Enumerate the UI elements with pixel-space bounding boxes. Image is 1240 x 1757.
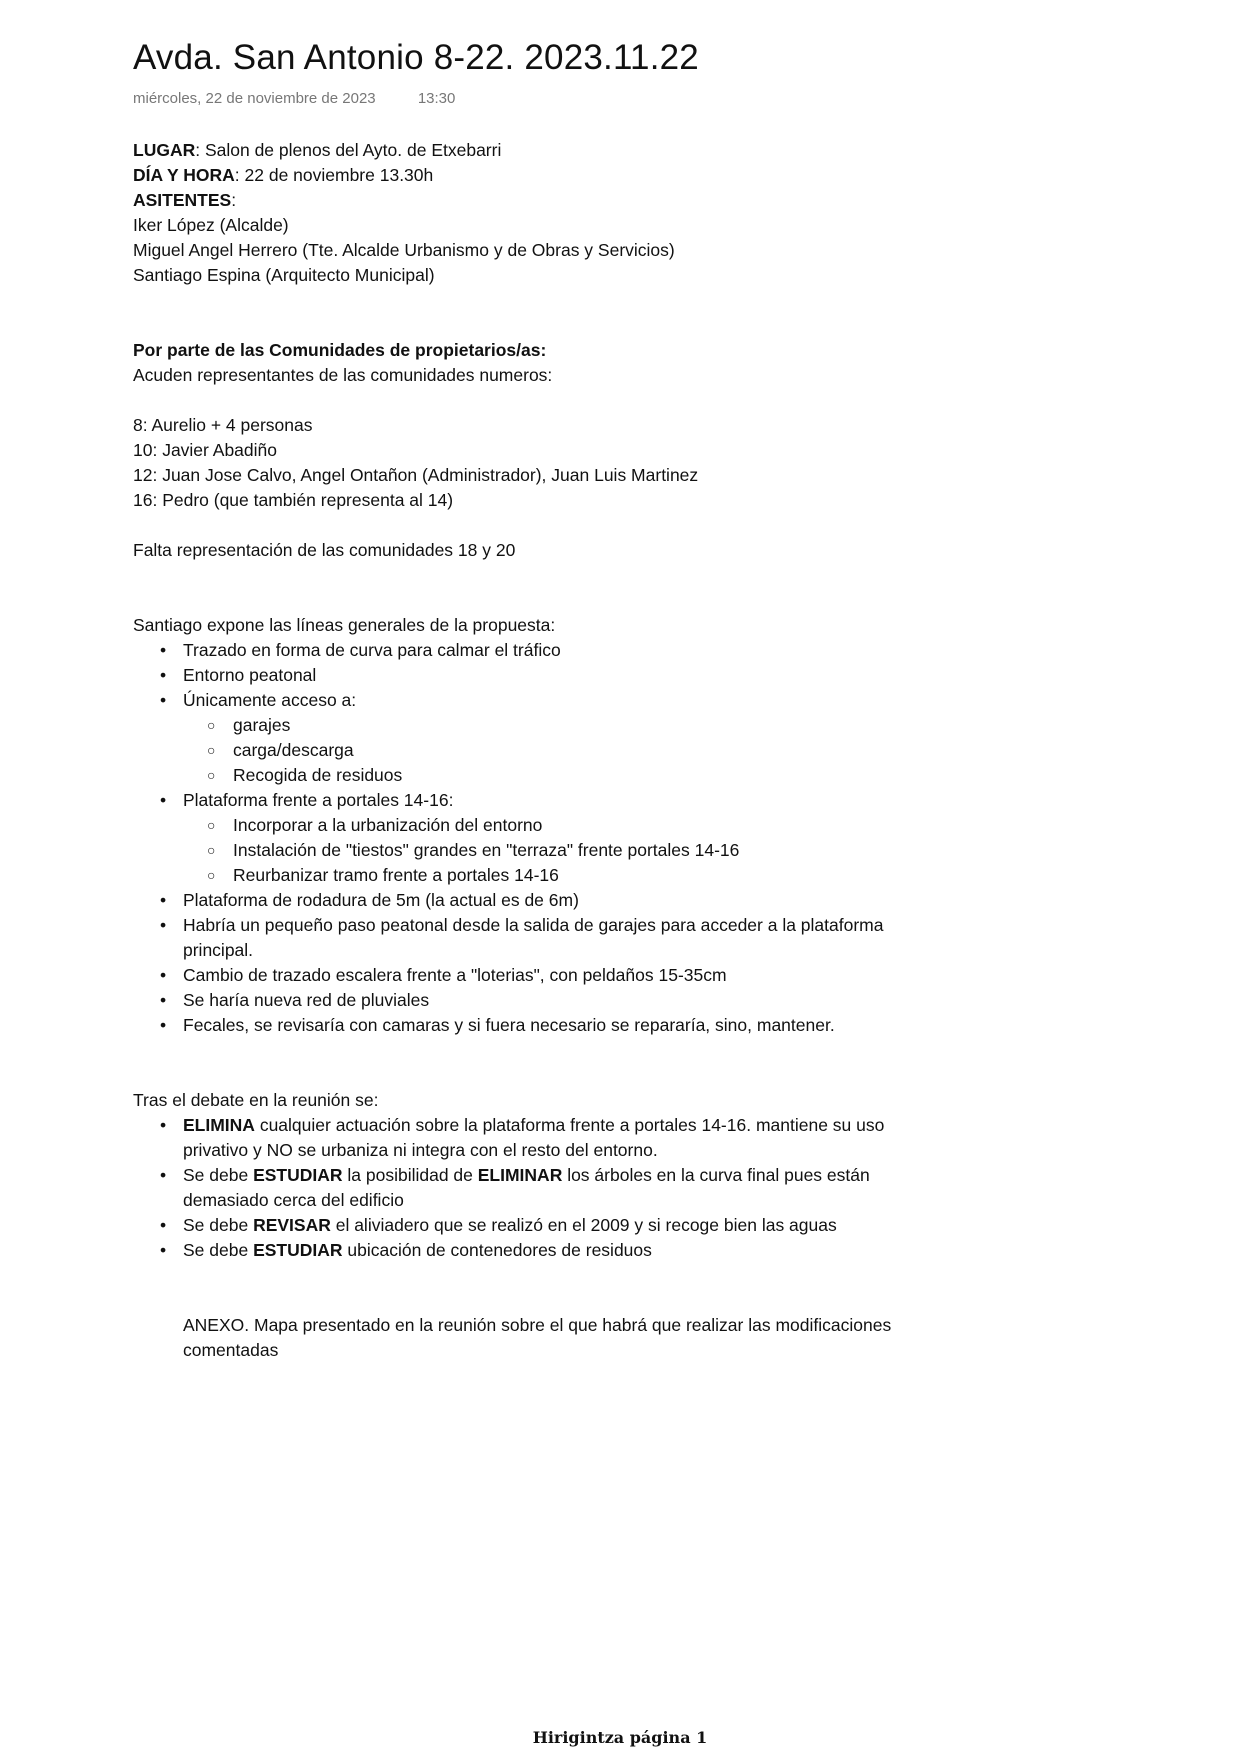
dia-hora-value: : 22 de noviembre 13.30h (234, 165, 434, 185)
conclusion-keyword: ESTUDIAR (253, 1165, 343, 1185)
comunidad-item: 8: Aurelio + 4 personas (133, 415, 313, 435)
asistentes-colon: : (231, 190, 237, 210)
propuesta-item-text: Únicamente acceso a: (183, 690, 357, 710)
comunidad-item: 10: Javier Abadiño (133, 440, 277, 460)
conclusion-keyword: ELIMINAR (477, 1165, 563, 1185)
page-meta (133, 90, 455, 107)
propuesta-subitem: ○ garajes (183, 713, 953, 738)
comunidades-intro: Acuden representantes de las comunidades numeros: (133, 365, 553, 385)
conclusion-item (133, 1213, 953, 1238)
lugar-line (133, 138, 953, 163)
propuesta-subitem: ○ Recogida de residuos (183, 763, 953, 788)
dia-hora-label: DÍA Y HORA (133, 165, 235, 185)
asistente-item: Miguel Angel Herrero (Tte. Alcalde Urbanismo y de Obras y Servicios) (133, 240, 675, 260)
lugar-label: LUGAR (133, 140, 196, 160)
propuesta-subitem: ○ carga/descarga (183, 738, 953, 763)
propuesta-item (133, 788, 953, 888)
lugar-value: : Salon de plenos del Ayto. de Etxebarri (195, 140, 502, 160)
comunidad-item: 12: Juan Jose Calvo, Angel Ontañon (Administrador), Juan Luis Martinez (133, 465, 699, 485)
page-title: Avda. San Antonio 8-22. 2023.11.22 (133, 38, 699, 77)
conclusion-item (133, 1163, 953, 1213)
propuesta-item: • Fecales, se revisaría con camaras y si fuera necesario se repararía, sino, mantener. (133, 1013, 953, 1038)
asistente-item: Santiago Espina (Arquitecto Municipal) (133, 265, 435, 285)
asistente-item: Iker López (Alcalde) (133, 215, 289, 235)
falta-representacion: Falta representación de las comunidades 18 y 20 (133, 540, 516, 560)
propuesta-item: • Se haría nueva red de pluviales (133, 988, 953, 1013)
propuesta-intro: Santiago expone las líneas generales de la propuesta: (133, 615, 556, 635)
conclusiones-list (133, 1113, 953, 1263)
propuesta-list (133, 638, 953, 1038)
propuesta-item: • Trazado en forma de curva para calmar el tráfico (133, 638, 953, 663)
anexo-text: ANEXO. Mapa presentado en la reunión sobre el que habrá que realizar las modificaciones comentadas (183, 1315, 897, 1360)
page-date: miércoles, 22 de noviembre de 2023 (133, 90, 376, 107)
page-footer: Hirigintza página 1 (532, 1728, 708, 1747)
propuesta-sublist (183, 713, 953, 788)
comunidades-heading-text: Por parte de las Comunidades de propietarios/as: (133, 340, 547, 360)
propuesta-item: • Cambio de trazado escalera frente a "loterias", con peldaños 15-35cm (133, 963, 953, 988)
comunidades-heading (133, 338, 953, 363)
conclusion-keyword: ELIMINA (183, 1115, 255, 1135)
conclusion-keyword: ESTUDIAR (253, 1240, 343, 1260)
dia-hora-line (133, 163, 953, 188)
asistentes-label: ASITENTES (133, 190, 232, 210)
asistentes-line (133, 188, 953, 213)
conclusion-text: ubicación de contenedores de residuos (342, 1240, 652, 1260)
propuesta-subitem: ○ Incorporar a la urbanización del entorno (183, 813, 953, 838)
conclusion-item (133, 1113, 953, 1163)
conclusion-item (133, 1238, 953, 1263)
propuesta-item-text: Plataforma frente a portales 14-16: (183, 790, 454, 810)
conclusiones-intro: Tras el debate en la reunión se: (133, 1090, 379, 1110)
page-time: 13:30 (417, 90, 456, 107)
conclusion-text: Se debe (183, 1165, 254, 1185)
conclusion-text: cualquier actuación sobre la plataforma frente a portales 14-16. mantiene su uso privativo y NO se urbaniza ni integra con el resto del entorno. (183, 1115, 885, 1160)
propuesta-item: • Plataforma de rodadura de 5m (la actual es de 6m) (133, 888, 953, 913)
conclusion-keyword: REVISAR (253, 1215, 331, 1235)
propuesta-item (133, 688, 953, 788)
comunidad-item: 16: Pedro (que también representa al 14) (133, 490, 454, 510)
document-body (133, 138, 953, 1363)
propuesta-item: • Entorno peatonal (133, 663, 953, 688)
conclusion-text: la posibilidad de (342, 1165, 478, 1185)
conclusion-text: el aliviadero que se realizó en el 2009 y si recoge bien las aguas (330, 1215, 837, 1235)
propuesta-subitem: ○ Instalación de "tiestos" grandes en "terraza" frente portales 14-16 (183, 838, 953, 863)
conclusion-text: Se debe (183, 1215, 254, 1235)
propuesta-subitem: ○ Reurbanizar tramo frente a portales 14-16 (183, 863, 953, 888)
propuesta-sublist (183, 813, 953, 888)
conclusion-text: Se debe (183, 1240, 254, 1260)
propuesta-item: • Habría un pequeño paso peatonal desde la salida de garajes para acceder a la plataforma principal. (133, 913, 953, 963)
conclusion-text: los árboles en la curva final pues están demasiado cerca del edificio (183, 1165, 870, 1210)
